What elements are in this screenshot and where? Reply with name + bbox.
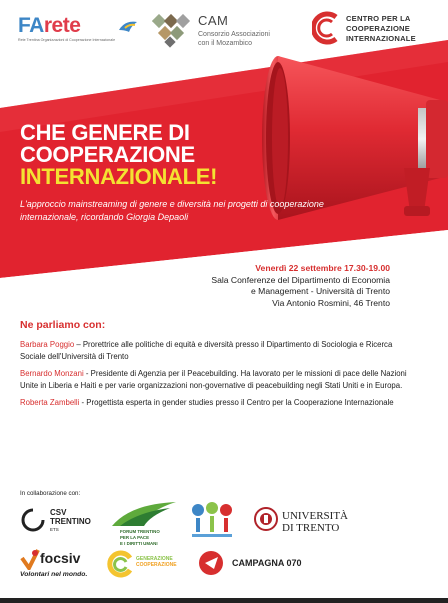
cam-subtitle-2: con il Mozambico (198, 40, 253, 47)
cam-mark-icon (152, 14, 192, 48)
speakers-section (20, 320, 415, 414)
network-logo-icon (190, 500, 234, 542)
bottom-bar (0, 598, 448, 603)
title-line-1: CHE GENERE DI (20, 120, 190, 145)
forum-line-1: FORUM TRENTINO (120, 529, 160, 534)
event-venue-2: e Management - Università di Trento (251, 286, 390, 296)
csv-name-2: TRENTINO (50, 517, 91, 526)
speaker-name: Bernardo Monzani (20, 369, 84, 379)
title-line-2: COOPERAZIONE (20, 142, 195, 167)
partners-label: In collaborazione con: (20, 490, 81, 497)
speaker-name: Roberta Zambelli (20, 398, 80, 408)
generazione-logo-icon (106, 550, 134, 578)
forum-pace-logo-icon (110, 500, 178, 528)
unitn-line-2: DI TRENTO (282, 522, 340, 534)
csv-ets: ETS (50, 527, 59, 532)
farete-logo (18, 16, 130, 42)
event-details (211, 263, 390, 309)
cpci-line-2: COOPERAZIONE (346, 24, 410, 33)
csv-name: CSV (50, 508, 67, 517)
speaker-description: - Progettista esperta in gender studies presso il Centro per la Cooperazione Internazionale (79, 398, 394, 408)
cam-logo (152, 10, 287, 52)
generazione-line-1: GENERAZIONE (136, 556, 173, 562)
focsiv-name: focsiv (40, 550, 81, 566)
title-line-3: INTERNAZIONALE! (20, 164, 218, 189)
event-venue-1: Sala Conferenze del Dipartimento di Economia (211, 274, 390, 285)
bird-icon (117, 18, 139, 36)
speaker-description: - Presidente di Agenzia per il Peacebuilding. Ha lavorato per le missioni di pace delle Nazioni Unite in Liberia e Haiti e per varie organizzazioni non-governative di peacebuilding negli Stati Uniti e in Europa. (20, 369, 407, 390)
focsiv-check-icon (20, 548, 40, 570)
focsiv-tagline: Volontari nel mondo. (20, 571, 88, 578)
campagna-logo-icon (198, 550, 224, 576)
hero-title-block (20, 122, 360, 224)
csv-logo-icon (20, 507, 46, 533)
unitn-line-1: UNIVERSITÀ (282, 510, 348, 522)
unitn-seal-icon (254, 507, 278, 531)
farete-logo-fa: FA (18, 14, 44, 37)
speaker-description: – Prorettrice alle politiche di equità e diversità presso il Dipartimento di Sociologia e Ricerca Sociale dell'Università di Trento (20, 340, 393, 361)
speaker-name: Barbara Poggio (20, 340, 75, 350)
forum-line-2: PER LA PACE (120, 535, 150, 540)
cam-subtitle-1: Consorzio Associazioni (198, 31, 270, 38)
cpci-logo (312, 11, 442, 55)
forum-line-3: E I DIRITTI UMANI (120, 541, 158, 546)
event-address: Via Antonio Rosmini, 46 Trento (272, 297, 390, 308)
cpci-mark-icon (312, 11, 342, 45)
cpci-line-3: INTERNAZIONALE (346, 34, 416, 43)
cpci-line-1: CENTRO PER LA (346, 14, 411, 23)
farete-subtitle: Rete Trentina Organizzazioni di Cooperazione Internazionale (18, 38, 116, 42)
cam-title: CAM (198, 13, 229, 28)
header (0, 0, 448, 62)
speaker-item (20, 397, 415, 408)
event-date: Venerdì 22 settembre 17.30-19.00 (255, 263, 390, 273)
speaker-item (20, 339, 415, 362)
speakers-heading: Ne parliamo con: (20, 319, 106, 331)
campagna-name: CAMPAGNA 070 (232, 558, 302, 568)
hero-subtitle: L'approccio mainstreaming di genere e diversità nei progetti di cooperazione internazionale, ricordando Giorgia Depaoli (20, 199, 324, 222)
generazione-line-2: COOPERAZIONE (136, 562, 177, 568)
speaker-item (20, 368, 415, 391)
farete-logo-rete: rete (43, 14, 81, 37)
